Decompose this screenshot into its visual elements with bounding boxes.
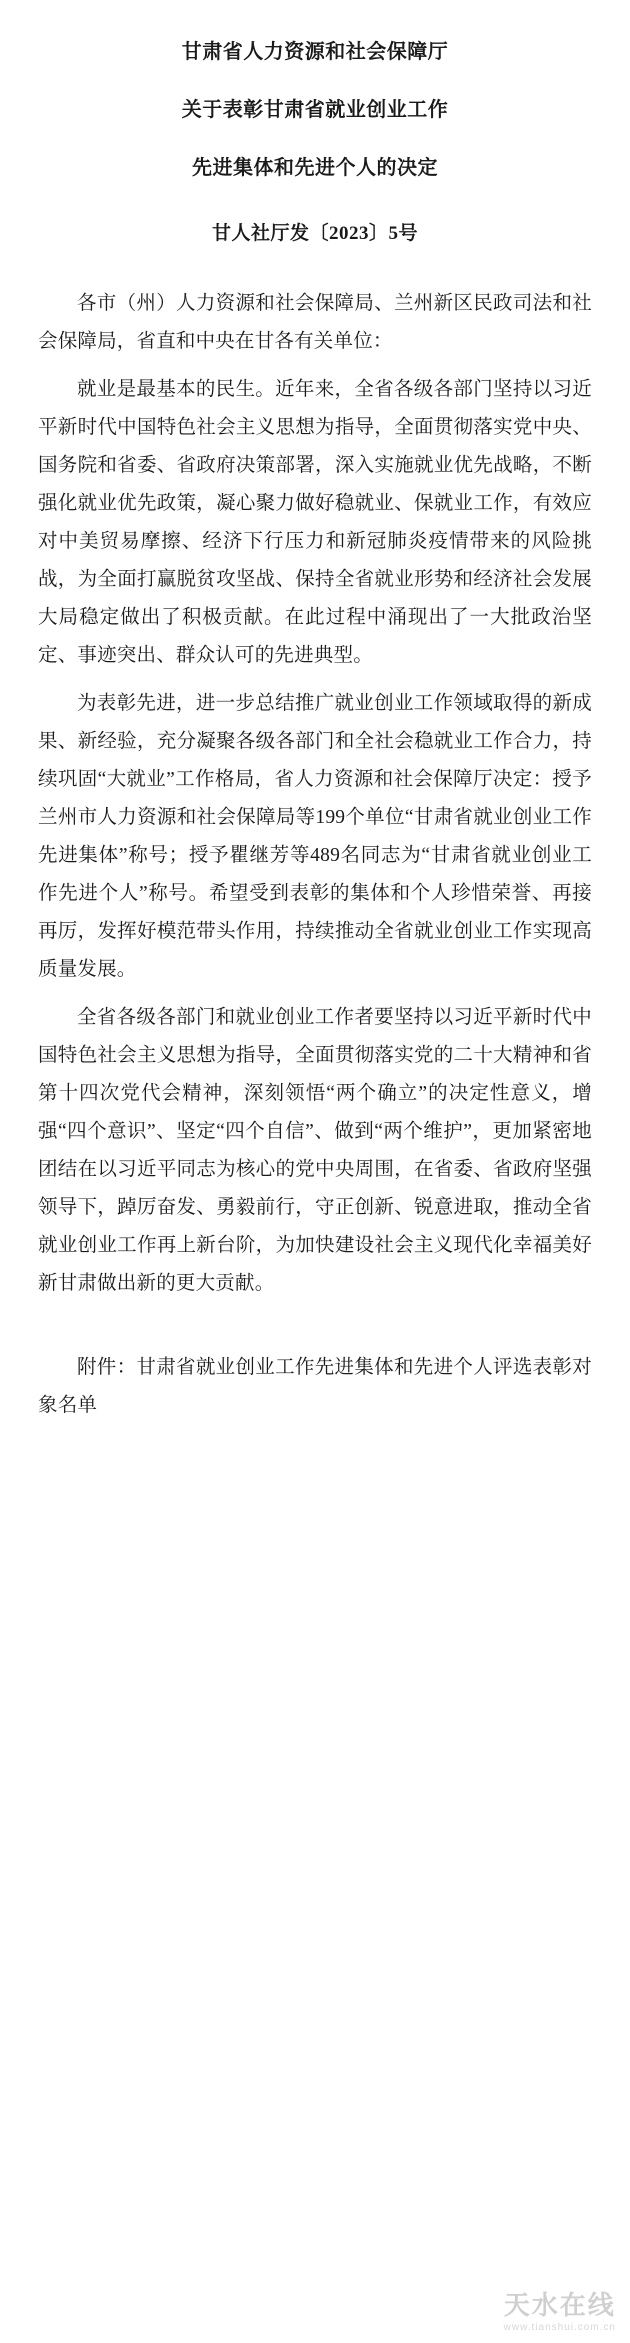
- attachment-block: [38, 1349, 592, 1425]
- title-line-3: 先进集体和先进个人的决定: [192, 157, 438, 179]
- body-paragraph-3: 全省各级各部门和就业创业工作者要坚持以习近平新时代中国特色社会主义思想为指导，全面贯彻落实党的二十大精神和省第十四次党代会精神，深刻领悟“两个确立”的决定性意义，增强“四个意识”、坚定“四个自信”、做到“两个维护”，更加紧密地团结在以习近平同志为核心的党中央周围，在省委、省政府坚强领导下，踔厉奋发、勇毅前行，守正创新、锐意进取，推动全省就业创业工作再上新台阶，为加快建设社会主义现代化幸福美好新甘肃做出新的更大贡献。: [38, 1007, 592, 1295]
- document-number: 甘人社厅发〔2023〕5号: [211, 223, 418, 244]
- body-paragraph-2: 为表彰先进，进一步总结推广就业创业工作领域取得的新成果、新经验，充分凝聚各级各部门和全社会稳就业工作合力，持续巩固“大就业”工作格局，省人力资源和社会保障厅决定：授予兰州市人力资源和社会保障局等199个单位“甘肃省就业创业工作先进集体”称号；授予瞿继芳等489名同志为“甘肃省就业创业工作先进个人”称号。希望受到表彰的集体和个人珍惜荣誉、再接再厉，发挥好模范带头作用，持续推动全省就业创业工作实现高质量发展。: [38, 693, 592, 981]
- watermark-sub-text: www.tianshui.com.cn: [503, 2322, 616, 2333]
- watermark-main-text: 天水在线: [503, 2290, 616, 2321]
- body-paragraph-1: 就业是最基本的民生。近年来，全省各级各部门坚持以习近平新时代中国特色社会主义思想为指导，全面贯彻落实党中央、国务院和省委、省政府决策部署，深入实施就业优先战略，不断强化就业优先政策，凝心聚力做好稳就业、保就业工作，有效应对中美贸易摩擦、经济下行压力和新冠肺炎疫情带来的风险挑战，为全面打赢脱贫攻坚战、保持全省就业形势和经济社会发展大局稳定做出了积极贡献。在此过程中涌现出了一大批政治坚定、事迹突出、群众认可的先进典型。: [38, 379, 592, 667]
- attachment-line: 附件：甘肃省就业创业工作先进集体和先进个人评选表彰对象名单: [38, 1357, 592, 1417]
- document-title: [38, 36, 592, 184]
- addressee-paragraph: 各市（州）人力资源和社会保障局、兰州新区民政司法和社会保障局，省直和中央在甘各有关单位：: [38, 293, 592, 353]
- title-line-2: 关于表彰甘肃省就业创业工作: [181, 99, 449, 121]
- watermark: [504, 2291, 616, 2333]
- title-line-1: 甘肃省人力资源和社会保障厅: [181, 41, 449, 63]
